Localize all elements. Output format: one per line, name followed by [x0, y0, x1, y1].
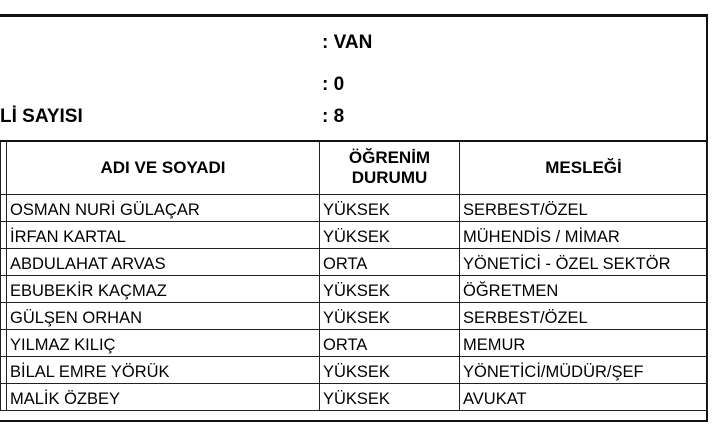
column-header-education-label: ÖĞRENİM DURUMU — [348, 148, 431, 187]
table-row — [1, 222, 708, 249]
profession-cell: SERBEST/ÖZEL — [460, 195, 708, 222]
education-cell: YÜKSEK — [320, 384, 460, 411]
profession-cell: YÖNETİCİ - ÖZEL SEKTÖR — [460, 249, 708, 276]
count-value: : 0 — [322, 74, 345, 95]
table-row — [1, 276, 708, 303]
education-cell: YÜKSEK — [320, 303, 460, 330]
candidate-name-cell: OSMAN NURİ GÜLAÇAR — [7, 195, 320, 222]
education-cell: YÜKSEK — [320, 195, 460, 222]
education-cell: ORTA — [320, 330, 460, 357]
profession-cell: MEMUR — [460, 330, 708, 357]
table-row — [1, 384, 708, 411]
candidate-count-value: : 8 — [322, 106, 345, 127]
candidate-name-cell: İRFAN KARTAL — [7, 222, 320, 249]
candidate-count-label: Lİ SAYISI — [0, 106, 83, 127]
table-row — [1, 357, 708, 384]
candidate-name-cell: GÜLŞEN ORHAN — [7, 303, 320, 330]
column-header-name: ADI VE SOYADI — [7, 141, 320, 195]
education-cell: YÜKSEK — [320, 357, 460, 384]
candidate-name-cell: MALİK ÖZBEY — [7, 384, 320, 411]
profession-cell: AVUKAT — [460, 384, 708, 411]
table-row — [1, 249, 708, 276]
table-row — [1, 303, 708, 330]
profession-cell: SERBEST/ÖZEL — [460, 303, 708, 330]
candidate-name-cell: ABDULAHAT ARVAS — [7, 249, 320, 276]
table-header-row — [1, 141, 708, 195]
table-row — [1, 195, 708, 222]
province-value: : VAN — [322, 32, 373, 53]
column-header-profession: MESLEĞİ — [460, 141, 708, 195]
profession-cell: YÖNETİCİ/MÜDÜR/ŞEF — [460, 357, 708, 384]
table-row — [1, 330, 708, 357]
education-cell: YÜKSEK — [320, 276, 460, 303]
candidate-name-cell: BİLAL EMRE YÖRÜK — [7, 357, 320, 384]
candidate-name-cell: YILMAZ KILIÇ — [7, 330, 320, 357]
education-cell: YÜKSEK — [320, 222, 460, 249]
profession-cell: ÖĞRETMEN — [460, 276, 708, 303]
profession-cell: MÜHENDİS / MİMAR — [460, 222, 708, 249]
candidate-name-cell: EBUBEKİR KAÇMAZ — [7, 276, 320, 303]
education-cell: ORTA — [320, 249, 460, 276]
candidate-table — [0, 140, 708, 411]
column-header-education — [320, 141, 460, 195]
